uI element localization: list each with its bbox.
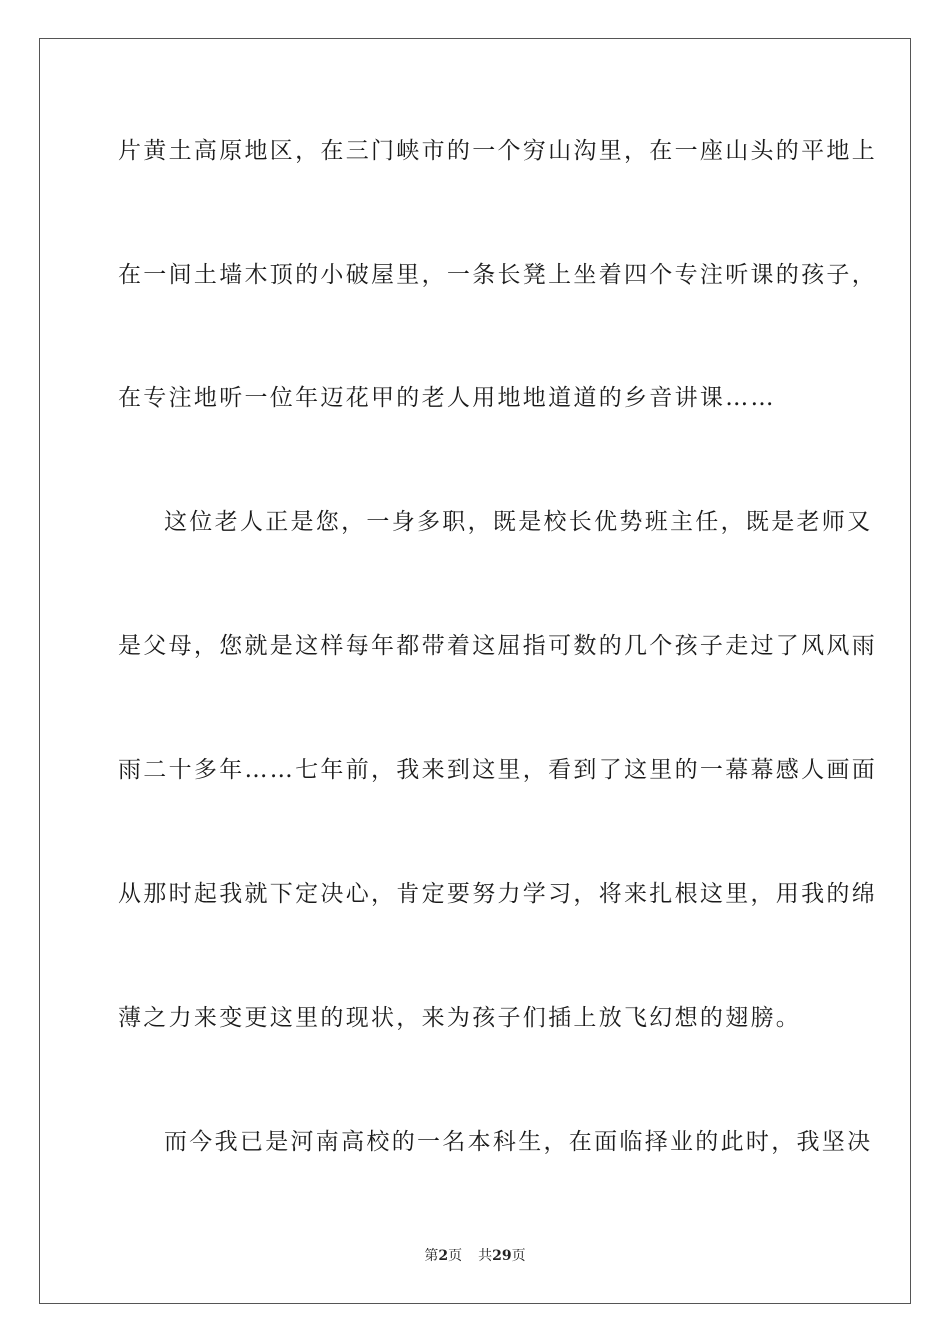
- text-line: 在专注地听一位年迈花甲的老人用地地道道的乡音讲课……: [118, 385, 776, 411]
- paragraph-start-line: 而今我已是河南高校的一名本科生，在面临择业的此时，我坚决: [164, 1129, 873, 1155]
- text-line: 薄之力来变更这里的现状，来为孩子们插上放飞幻想的翅膀。: [118, 1005, 802, 1031]
- text-line: 在一间土墙木顶的小破屋里，一条长凳上坐着四个专注听课的孩子，: [118, 262, 877, 288]
- text-line: 从那时起我就下定决心，肯定要努力学习，将来扎根这里，用我的绵: [118, 881, 877, 907]
- page-footer: [0, 1247, 950, 1265]
- paragraph-start-line: 这位老人正是您，一身多职，既是校长优势班主任，既是老师又: [164, 509, 873, 535]
- text-line: 片黄土高原地区，在三门峡市的一个穷山沟里，在一座山头的平地上: [118, 138, 877, 164]
- total-unit: 页: [511, 1248, 526, 1264]
- text-line: 雨二十多年……七年前，我来到这里，看到了这里的一幕幕感人画面: [118, 757, 877, 783]
- page-prefix: 第: [424, 1248, 439, 1264]
- page-frame: [39, 38, 911, 1304]
- text-line: 是父母，您就是这样每年都带着这屈指可数的几个孩子走过了风风雨: [118, 633, 877, 659]
- current-page-number: 2: [438, 1248, 449, 1264]
- total-page-count: 29: [492, 1248, 512, 1264]
- page-unit: 页: [448, 1248, 463, 1264]
- total-prefix: 共: [478, 1248, 493, 1264]
